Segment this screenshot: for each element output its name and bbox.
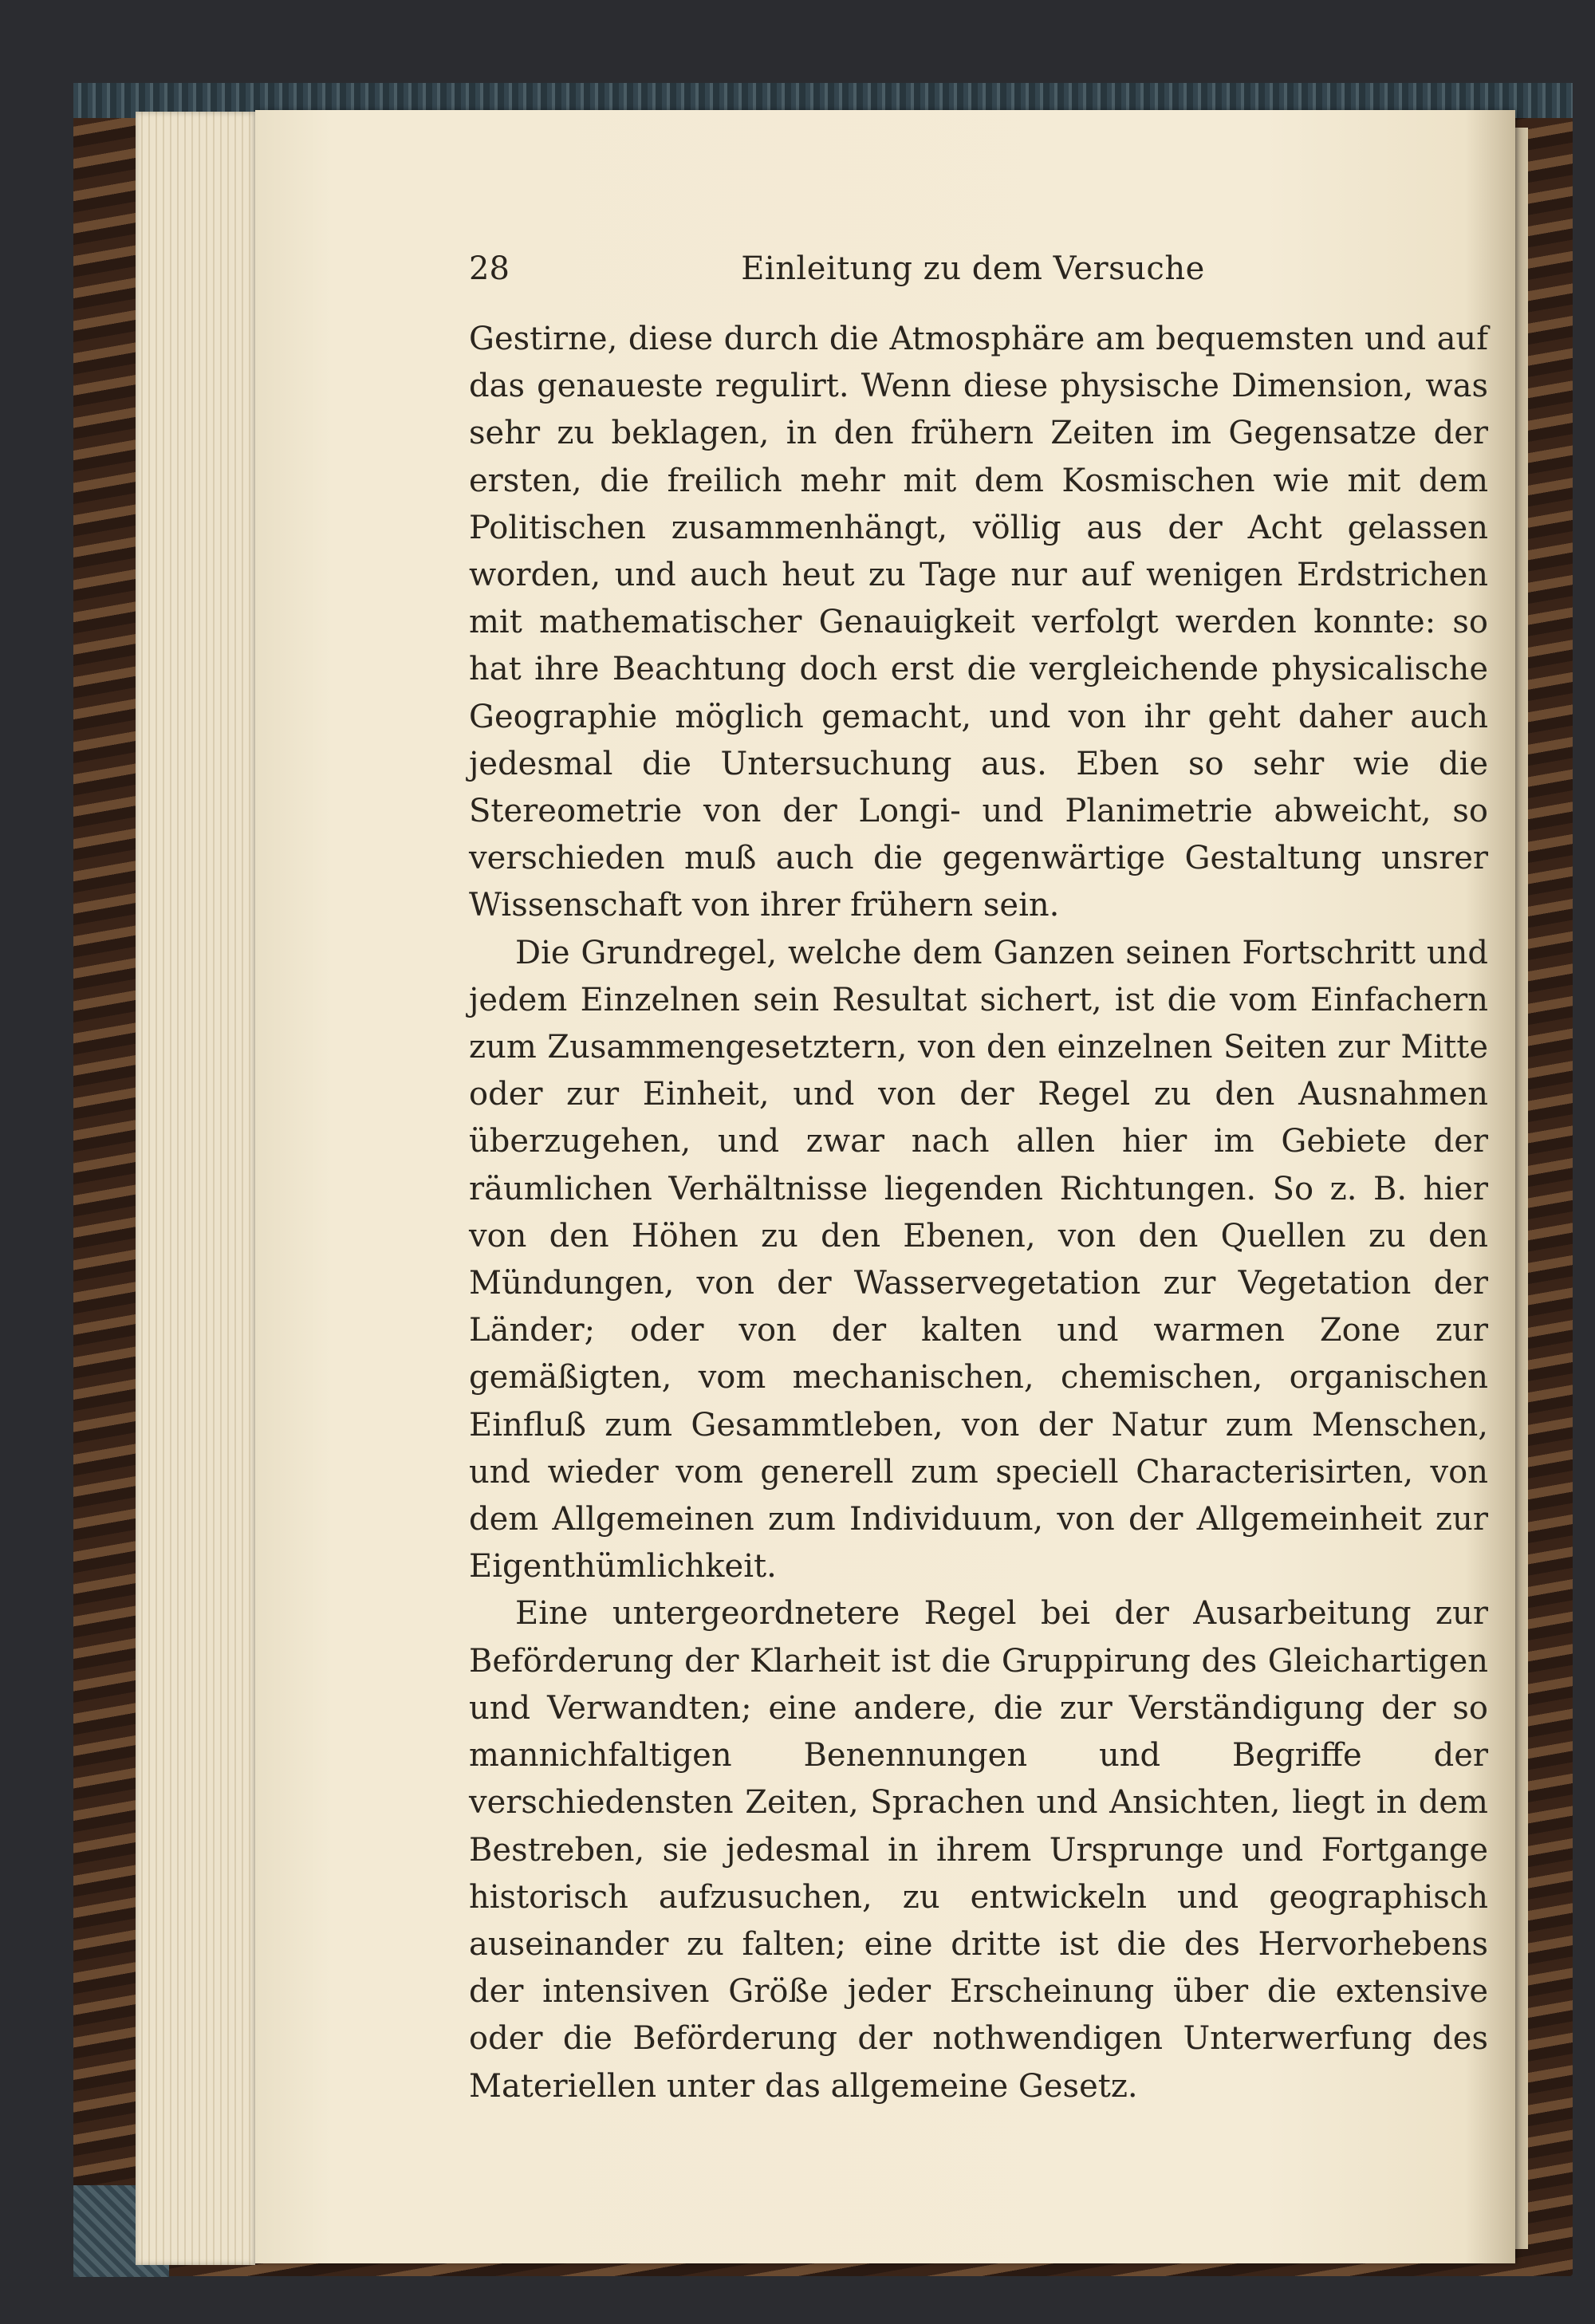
paragraph-1: Gestirne, diese durch die Atmosphäre am bequemsten und auf das genaueste regulirt. Wenn diese physische Dimension, was sehr zu beklagen, in den frühern Zeiten im Gegensatze der ersten, die freilich mehr mit dem Kosmischen wie mit dem Politischen zusammenhängt, völlig aus der Acht gelassen worden, und auch heut zu Tage nur auf wenigen Erdstrichen mit mathematischer Genauigkeit verfolgt werden konnte: so hat ihre Beachtung doch erst die vergleichende physicalische Geographie möglich gemacht, und von ihr geht daher auch jedesmal die Untersuchung aus. Eben so sehr wie die Stereometrie von der Longi- und Planimetrie abweicht, so verschieden muß auch die gegenwärtige Gestaltung unsrer Wissenschaft von ihrer frühern sein. <box>469 321 1488 924</box>
page-edges <box>136 112 255 2265</box>
book-page <box>255 110 1515 2263</box>
body-text <box>469 316 1488 2110</box>
paragraph-2: Die Grundregel, welche dem Ganzen seinen Fortschritt und jedem Einzelnen sein Resultat sichert, ist die vom Einfachern zum Zusammengesetztern, von den einzelnen Seiten zur Mitte oder zur Einheit, und von der Regel zu den Ausnahmen überzugehen, und zwar nach allen hier im Gebiete der räumlichen Verhältnisse liegenden Richtungen. So z. B. hier von den Höhen zu den Ebenen, von den Quellen zu den Mündungen, von der Wasservegetation zur Vegetation der Länder; oder von der kalten und warmen Zone zur gemäßigten, vom mechanischen, chemischen, organischen Einfluß zum Gesammtleben, von der Natur zum Menschen, und wieder vom generell zum speciell Characterisirten, von dem Allgemeinen zum Individuum, von der Allgemeinheit zur Eigenthümlichkeit. <box>469 934 1488 1585</box>
running-head: Einleitung zu dem Versuche <box>741 250 1205 287</box>
paragraph-3: Eine untergeordnetere Regel bei der Ausarbeitung zur Beförderung der Klarheit ist die Gruppirung des Gleichartigen und Verwandten; eine andere, die zur Verständigung der so mannichfaltigen Benennungen und Begriffe der verschiedensten Zeiten, Sprachen und Ansichten, liegt in dem Bestreben, sie jedesmal in ihrem Ursprunge und Fortgange historisch aufzusuchen, zu entwickeln und geographisch auseinander zu falten; eine dritte ist die des Hervorhebens der intensiven Größe jeder Erscheinung über die extensive oder die Beförderung der nothwendigen Unterwerfung des Materiellen unter das allgemeine Gesetz. <box>469 1595 1488 2105</box>
page-number: 28 <box>469 250 510 287</box>
